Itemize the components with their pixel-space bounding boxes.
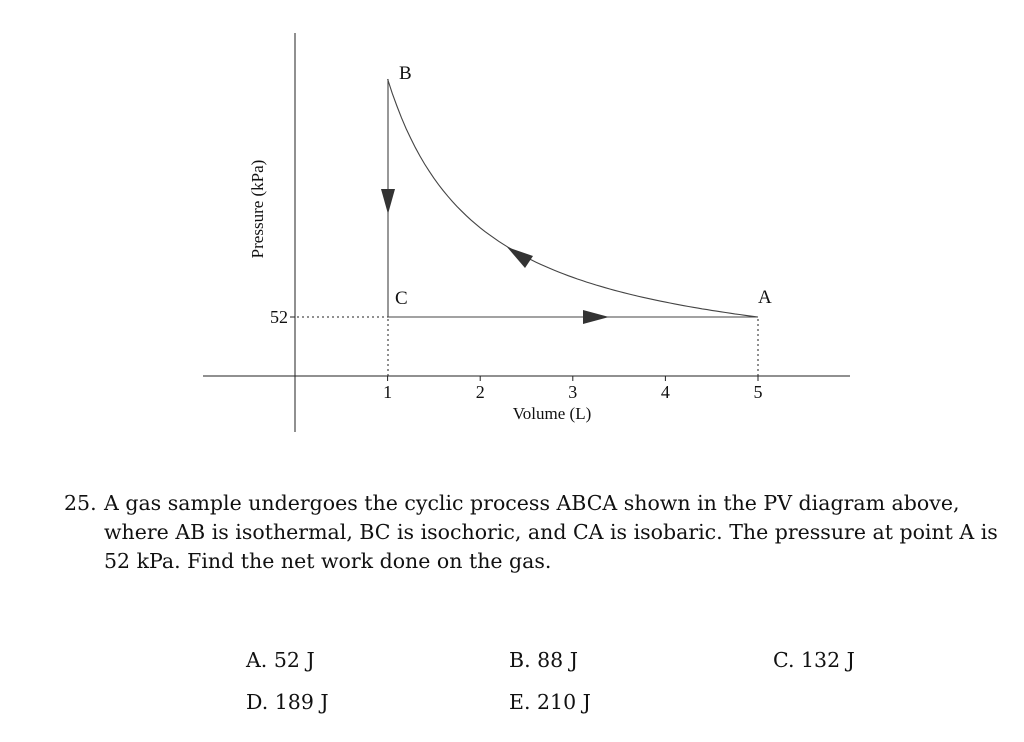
choice-value: 132 J	[801, 648, 855, 672]
x-axis-label: Volume (L)	[512, 404, 592, 423]
y-tick-label: 52	[270, 307, 288, 327]
choice-a[interactable]	[246, 648, 315, 672]
x-tick-label: 2	[475, 382, 485, 402]
choice-d[interactable]	[246, 690, 329, 714]
point-label-b: B	[399, 63, 412, 84]
arrow-right-ca	[583, 310, 609, 324]
choice-value: 88 J	[537, 648, 578, 672]
choice-e[interactable]	[509, 690, 591, 714]
arrow-down-bc	[381, 189, 395, 214]
point-label-c: C	[395, 288, 408, 309]
choice-b[interactable]	[509, 648, 578, 672]
question-text: A gas sample undergoes the cyclic process ABCA shown in the PV diagram above, where AB is isothermal, BC is isochoric, and CA is isobaric. The pressure at point A is 52 kPa. Find the net work done on the gas.	[104, 491, 998, 573]
choice-letter: A.	[246, 648, 268, 672]
choice-letter: B.	[509, 648, 531, 672]
choice-c[interactable]	[773, 648, 855, 672]
x-tick-label: 3	[568, 382, 578, 402]
arrow-ab	[507, 247, 533, 268]
choice-value: 52 J	[273, 648, 315, 672]
question-number: 25.	[64, 491, 97, 515]
x-tick-label: 5	[753, 382, 763, 402]
point-label-a: A	[758, 287, 772, 308]
x-ticks	[383, 376, 762, 402]
y-axis-label: Pressure (kPa)	[248, 159, 267, 259]
choice-value: 210 J	[537, 690, 591, 714]
x-tick-label: 1	[383, 382, 393, 402]
choice-letter: D.	[246, 690, 269, 714]
process-ab-isothermal	[388, 79, 758, 317]
choice-value: 189 J	[274, 690, 329, 714]
choice-letter: C.	[773, 648, 795, 672]
x-tick-label: 4	[660, 382, 670, 402]
choice-letter: E.	[509, 690, 531, 714]
